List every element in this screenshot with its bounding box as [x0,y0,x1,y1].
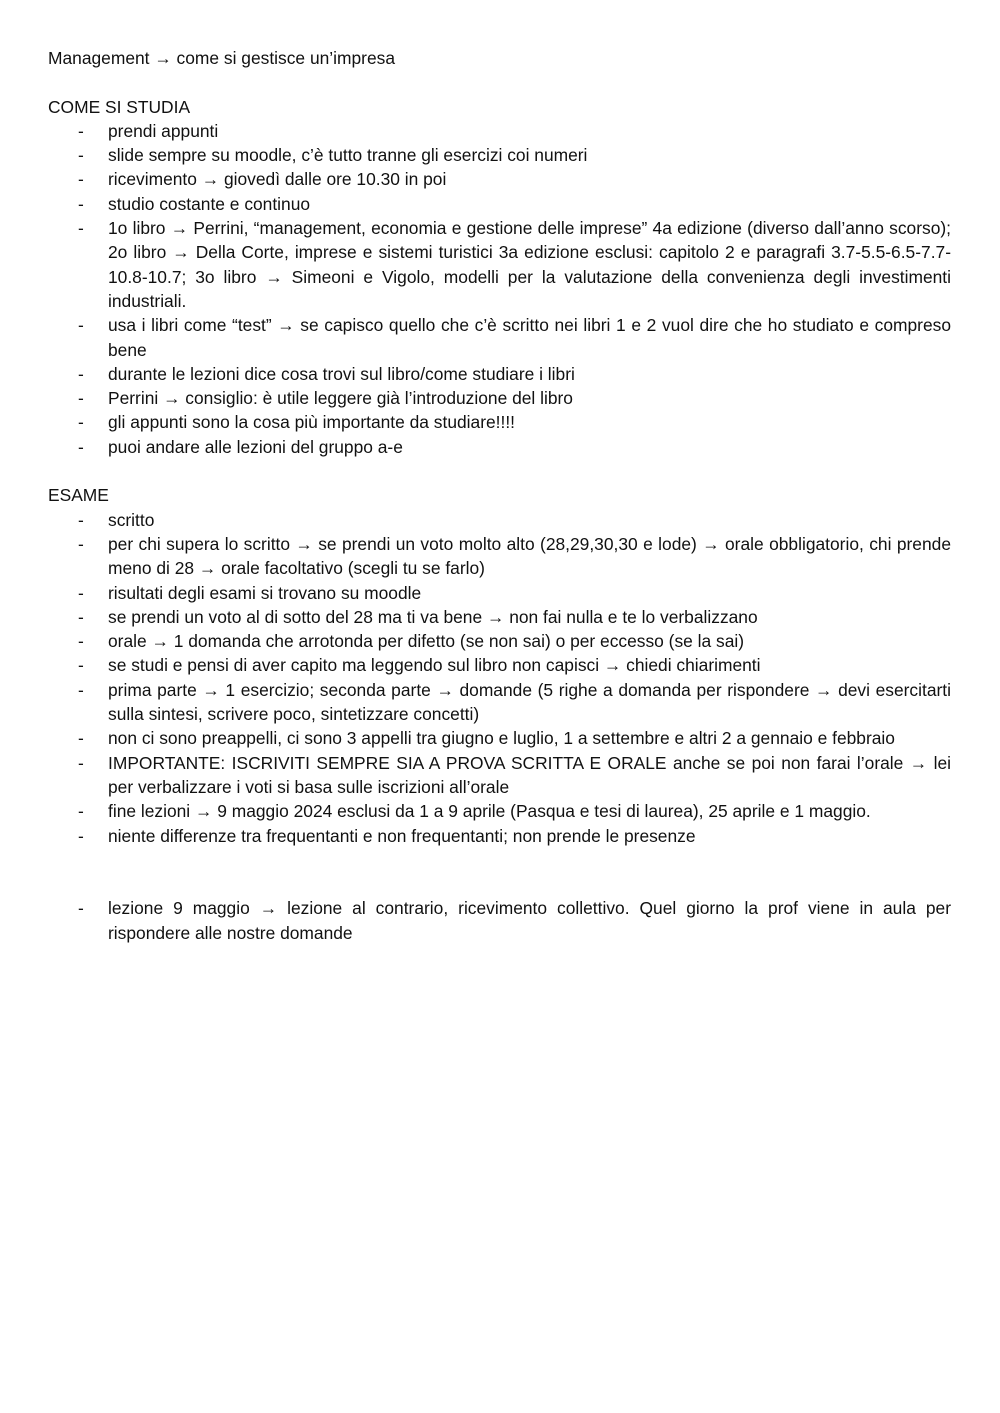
spacer [48,459,951,483]
list-item: - se prendi un voto al di sotto del 28 ma ti va bene → non fai nulla e te lo verbalizzano [108,605,951,629]
section-heading-exam: ESAME [48,485,109,506]
list-item: - niente differenze tra frequentanti e non frequentanti; non prende le presenze [108,824,951,848]
list-item: - slide sempre su moodle, c’è tutto tranne gli esercizi coi numeri [108,143,951,167]
list-item: - lezione 9 maggio → lezione al contrario, ricevimento collettivo. Quel giorno la prof viene in aula per rispondere alle nostre domande [108,896,951,945]
document-page [48,46,951,945]
exam-list [48,508,951,848]
section-heading-study: COME SI STUDIA [48,96,191,117]
list-item: - prima parte → 1 esercizio; seconda parte → domande (5 righe a domanda per rispondere → devi esercitarti sulla sintesi, scrivere poco, sintetizzare concetti) [108,678,951,727]
spacer [48,70,951,94]
list-item: - 1o libro → Perrini, “management, economia e gestione delle imprese” 4a edizione (diverso dall’anno scorso); 2o libro → Della Corte, imprese e sistemi turistici 3a edizione esclusi: capitolo 2 e paragrafi 3.7-5.5-6.5-7.7-10.8-10.7; 3o libro → Simeoni e Vigolo, modelli per la valutazione della convenienza degli investimenti industriali. [108,216,951,313]
list-item: - ricevimento → giovedì dalle ore 10.30 in poi [108,167,951,191]
list-item: - risultati degli esami si trovano su moodle [108,581,951,605]
list-item: - studio costante e continuo [108,192,951,216]
list-item: - se studi e pensi di aver capito ma leggendo sul libro non capisci → chiedi chiarimenti [108,653,951,677]
list-item: - IMPORTANTE: ISCRIVITI SEMPRE SIA A PROVA SCRITTA E ORALE anche se poi non farai l’orale → lei per verbalizzare i voti si basa sulle iscrizioni all’orale [108,751,951,800]
list-item: - fine lezioni → 9 maggio 2024 esclusi da 1 a 9 aprile (Pasqua e tesi di laurea), 25 aprile e 1 maggio. [108,799,951,823]
list-item: - orale → 1 domanda che arrotonda per difetto (se non sai) o per eccesso (se la sai) [108,629,951,653]
document-title: Management → come si gestisce un’impresa [48,48,395,68]
list-item: - durante le lezioni dice cosa trovi sul libro/come studiare i libri [108,362,951,386]
list-item: - per chi supera lo scritto → se prendi un voto molto alto (28,29,30,30 e lode) → orale obbligatorio, chi prende meno di 28 → orale facoltativo (scegli tu se farlo) [108,532,951,581]
study-list [48,119,951,459]
spacer [48,848,951,897]
list-item: - usa i libri come “test” → se capisco quello che c’è scritto nei libri 1 e 2 vuol dire che ho studiato e compreso bene [108,313,951,362]
list-item: - scritto [108,508,951,532]
list-item: - prendi appunti [108,119,951,143]
list-item: - puoi andare alle lezioni del gruppo a-e [108,435,951,459]
list-item: - Perrini → consiglio: è utile leggere già l’introduzione del libro [108,386,951,410]
exam-extra-list [48,896,951,945]
list-item: - gli appunti sono la cosa più importante da studiare!!!! [108,410,951,434]
list-item: - non ci sono preappelli, ci sono 3 appelli tra giugno e luglio, 1 a settembre e altri 2 a gennaio e febbraio [108,726,951,750]
